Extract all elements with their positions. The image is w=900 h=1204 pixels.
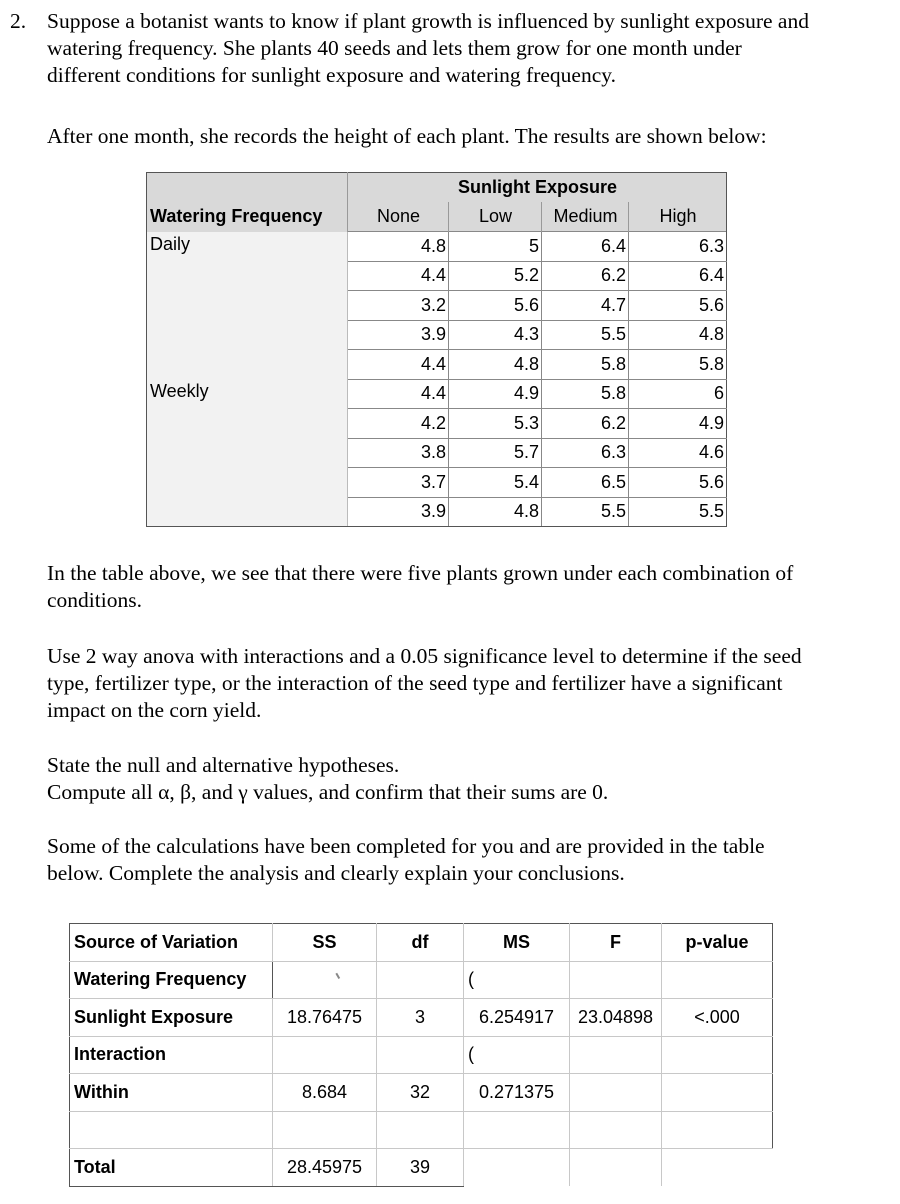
table-cell: 6.4 xyxy=(542,232,629,262)
anova-row-sunlight xyxy=(70,999,773,1037)
table-cell: 6.2 xyxy=(542,409,629,439)
ss-cell: 28.45975 xyxy=(273,1149,377,1187)
table-cell: 5.5 xyxy=(542,320,629,350)
f-cell xyxy=(570,1149,662,1187)
p-cell xyxy=(662,961,773,999)
p-cell: <.000 xyxy=(662,999,773,1037)
header-ss: SS xyxy=(273,924,377,962)
table-row xyxy=(147,379,727,409)
header-p-value: p-value xyxy=(662,924,773,962)
table-cell: 4.4 xyxy=(348,350,449,380)
df-cell: 39 xyxy=(377,1149,464,1187)
table-cell: 5.8 xyxy=(542,350,629,380)
calc-line-1: Some of the calculations have been completed for you and are provided in the table xyxy=(47,834,765,858)
table-cell: 3.2 xyxy=(348,291,449,321)
hypotheses-line-1: State the null and alternative hypotheses. xyxy=(47,753,400,777)
source-label: Total xyxy=(70,1149,273,1187)
header-source: Source of Variation xyxy=(70,924,273,962)
ms-cell: ( xyxy=(464,1036,570,1074)
header-f: F xyxy=(570,924,662,962)
source-label: Watering Frequency xyxy=(70,961,273,999)
f-cell: 23.04898 xyxy=(570,999,662,1037)
table-cell: 5.5 xyxy=(629,497,727,527)
table-cell: 3.7 xyxy=(348,468,449,498)
table-cell: 6.3 xyxy=(542,438,629,468)
f-cell xyxy=(570,1036,662,1074)
col-header-none: None xyxy=(348,202,449,232)
header-ms: MS xyxy=(464,924,570,962)
anova-row-total xyxy=(70,1149,773,1187)
hypotheses-line-2: Compute all α, β, and γ values, and confirm that their sums are 0. xyxy=(47,780,609,804)
ms-cell: ( xyxy=(464,961,570,999)
corner-cell xyxy=(147,173,348,203)
intro-line-3: different conditions for sunlight exposure and watering frequency. xyxy=(47,63,616,87)
anova-row-interaction xyxy=(70,1036,773,1074)
anova-instr-line-1: Use 2 way anova with interactions and a 0.05 significance level to determine if the seed xyxy=(47,644,802,668)
table-cell: 5.5 xyxy=(542,497,629,527)
five-plants-line-1: In the table above, we see that there were five plants grown under each combination of xyxy=(47,561,794,585)
col-header-medium: Medium xyxy=(542,202,629,232)
table-cell: 4.8 xyxy=(449,497,542,527)
table-cell: 5.4 xyxy=(449,468,542,498)
table-cell: 4.2 xyxy=(348,409,449,439)
table-cell: 3.9 xyxy=(348,320,449,350)
results-line: After one month, she records the height of each plant. The results are shown below: xyxy=(47,124,767,148)
sunlight-exposure-header: Sunlight Exposure xyxy=(348,173,727,203)
table-cell: 3.8 xyxy=(348,438,449,468)
f-cell xyxy=(570,1111,662,1149)
table-cell: 5.3 xyxy=(449,409,542,439)
table-cell: 4.9 xyxy=(449,379,542,409)
ss-cell xyxy=(273,961,377,999)
ms-cell xyxy=(464,1111,570,1149)
table-cell: 4.4 xyxy=(348,261,449,291)
five-plants-line-2: conditions. xyxy=(47,588,142,612)
df-cell xyxy=(377,961,464,999)
table-cell: 4.8 xyxy=(348,232,449,262)
anova-row-blank xyxy=(70,1111,773,1149)
col-header-low: Low xyxy=(449,202,542,232)
table-cell: 3.9 xyxy=(348,497,449,527)
df-cell xyxy=(377,1111,464,1149)
table-cell: 6.2 xyxy=(542,261,629,291)
ss-cell: 8.684 xyxy=(273,1074,377,1112)
p-cell xyxy=(662,1111,773,1149)
table-cell: 6 xyxy=(629,379,727,409)
col-header-high: High xyxy=(629,202,727,232)
ms-cell xyxy=(464,1149,570,1187)
table-cell: 4.4 xyxy=(348,379,449,409)
data-table-header-row-1 xyxy=(147,173,727,203)
source-label: Within xyxy=(70,1074,273,1112)
df-cell: 32 xyxy=(377,1074,464,1112)
table-cell: 4.8 xyxy=(449,350,542,380)
f-cell xyxy=(570,1074,662,1112)
problem-number: 2. xyxy=(10,9,27,33)
df-cell xyxy=(377,1036,464,1074)
p-cell xyxy=(662,1149,773,1187)
ss-cell xyxy=(273,1111,377,1149)
anova-instr-line-2: type, fertilizer type, or the interaction of the seed type and fertilizer have a significant xyxy=(47,671,783,695)
table-cell: 6.3 xyxy=(629,232,727,262)
table-cell: 5.6 xyxy=(629,291,727,321)
ms-cell: 6.254917 xyxy=(464,999,570,1037)
table-cell: 5.6 xyxy=(449,291,542,321)
ss-cell xyxy=(273,1036,377,1074)
intro-line-1: Suppose a botanist wants to know if plant growth is influenced by sunlight exposure and xyxy=(47,9,809,33)
source-label xyxy=(70,1111,273,1149)
smudge-mark xyxy=(277,971,372,985)
data-table-header-row-2 xyxy=(147,202,727,232)
table-cell: 6.5 xyxy=(542,468,629,498)
ms-cell: 0.271375 xyxy=(464,1074,570,1112)
f-cell xyxy=(570,961,662,999)
table-cell: 4.9 xyxy=(629,409,727,439)
table-cell: 5.8 xyxy=(629,350,727,380)
intro-line-2: watering frequency. She plants 40 seeds and lets them grow for one month under xyxy=(47,36,742,60)
table-cell: 5.7 xyxy=(449,438,542,468)
table-cell: 4.3 xyxy=(449,320,542,350)
table-cell: 5 xyxy=(449,232,542,262)
source-label: Interaction xyxy=(70,1036,273,1074)
table-cell: 4.8 xyxy=(629,320,727,350)
anova-header-row xyxy=(70,924,773,962)
calc-line-2: below. Complete the analysis and clearly explain your conclusions. xyxy=(47,861,625,885)
anova-instr-line-3: impact on the corn yield. xyxy=(47,698,262,722)
p-cell xyxy=(662,1074,773,1112)
watering-frequency-header: Watering Frequency xyxy=(147,202,348,232)
table-cell: 5.8 xyxy=(542,379,629,409)
group-label-weekly: Weekly xyxy=(147,379,348,527)
table-row xyxy=(147,232,727,262)
table-cell: 4.7 xyxy=(542,291,629,321)
table-cell: 4.6 xyxy=(629,438,727,468)
plant-height-table xyxy=(146,172,727,527)
table-cell: 6.4 xyxy=(629,261,727,291)
anova-row-watering xyxy=(70,961,773,999)
ss-cell: 18.76475 xyxy=(273,999,377,1037)
header-df: df xyxy=(377,924,464,962)
anova-row-within xyxy=(70,1074,773,1112)
source-label: Sunlight Exposure xyxy=(70,999,273,1037)
anova-table xyxy=(69,923,773,1187)
group-label-daily: Daily xyxy=(147,232,348,380)
table-cell: 5.2 xyxy=(449,261,542,291)
p-cell xyxy=(662,1036,773,1074)
table-cell: 5.6 xyxy=(629,468,727,498)
df-cell: 3 xyxy=(377,999,464,1037)
